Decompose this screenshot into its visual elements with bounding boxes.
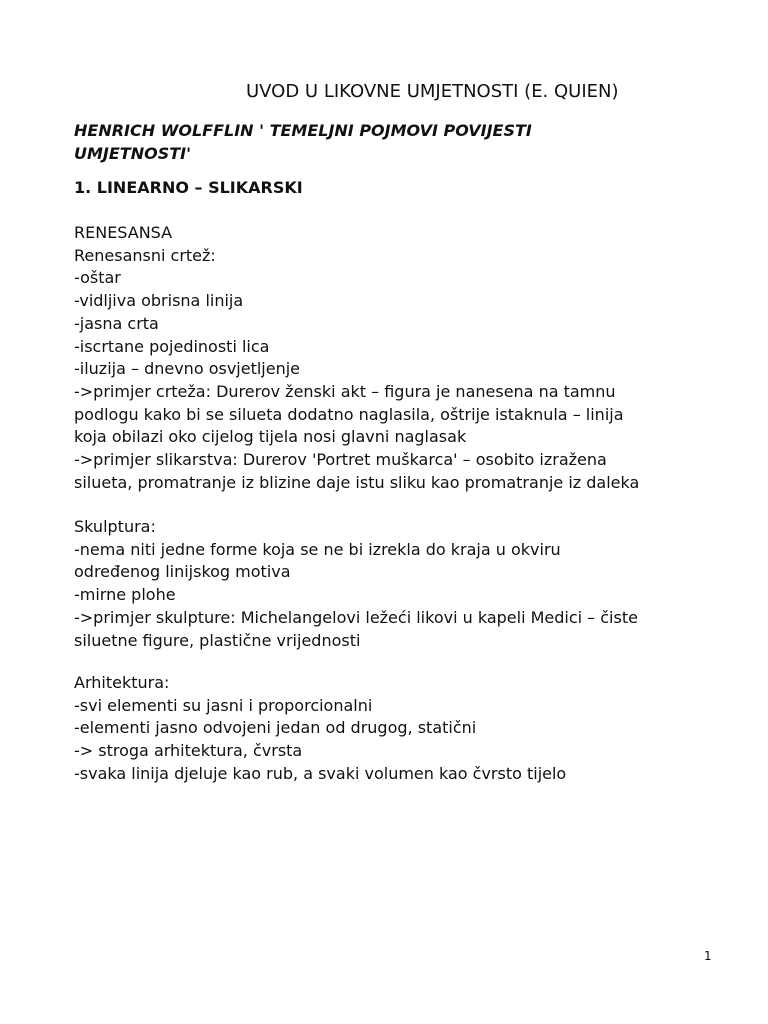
renesansa-line: ->primjer crteža: Durerov ženski akt – figura je nanesena na tamnu xyxy=(74,381,616,401)
section-skulptura xyxy=(74,516,724,652)
document-title: UVOD U LIKOVNE UMJETNOSTI (E. QUIEN) xyxy=(246,81,619,102)
section-heading: 1. LINEARNO – SLIKARSKI xyxy=(74,178,303,197)
arhitektura-line: -svi elementi su jasni i proporcionalni xyxy=(74,695,373,715)
arhitektura-heading: Arhitektura: xyxy=(74,673,170,692)
renesansa-line: ->primjer slikarstva: Durerov 'Portret muškarca' – osobito izražena xyxy=(74,450,607,470)
arhitektura-line: -svaka linija djeluje kao rub, a svaki volumen kao čvrsto tijelo xyxy=(74,763,567,783)
arhitektura-line: -elementi jasno odvojeni jedan od drugog, statični xyxy=(74,718,477,738)
skulptura-line: određenog linijskog motiva xyxy=(74,562,291,582)
subtitle-text: HENRICH WOLFFLIN ' TEMELJNI POJMOVI POVIJESTI UMJETNOSTI xyxy=(74,121,532,163)
renesansa-line: -jasna crta xyxy=(74,313,159,333)
renesansa-line: Renesansni crtež: xyxy=(74,245,216,265)
arhitektura-line: -> stroga arhitektura, čvrsta xyxy=(74,741,303,761)
skulptura-heading: Skulptura: xyxy=(74,517,156,536)
skulptura-line: siluetne figure, plastične vrijednosti xyxy=(74,630,361,650)
page-number: 1 xyxy=(704,949,712,963)
section-arhitektura xyxy=(74,672,724,786)
renesansa-line: silueta, promatranje iz blizine daje istu sliku kao promatranje iz daleka xyxy=(74,472,640,492)
skulptura-line: -mirne plohe xyxy=(74,585,176,605)
skulptura-line: ->primjer skulpture: Michelangelovi ležeći likovi u kapeli Medici – čiste xyxy=(74,607,638,627)
renesansa-line: -vidljiva obrisna linija xyxy=(74,291,244,311)
skulptura-line: -nema niti jedne forme koja se ne bi izrekla do kraja u okviru xyxy=(74,539,561,559)
renesansa-line: -iluzija – dnevno osvjetljenje xyxy=(74,359,301,379)
document-subtitle xyxy=(74,119,634,165)
renesansa-line: -oštar xyxy=(74,268,121,288)
renesansa-line: -iscrtane pojedinosti lica xyxy=(74,336,270,356)
renesansa-heading: RENESANSA xyxy=(74,223,173,242)
renesansa-line: koja obilazi oko cijelog tijela nosi glavni naglasak xyxy=(74,427,467,447)
subtitle-closing-quote: ' xyxy=(186,144,191,163)
section-renesansa xyxy=(74,222,724,494)
renesansa-line: podlogu kako bi se silueta dodatno naglasila, oštrije istaknula – linija xyxy=(74,404,624,424)
